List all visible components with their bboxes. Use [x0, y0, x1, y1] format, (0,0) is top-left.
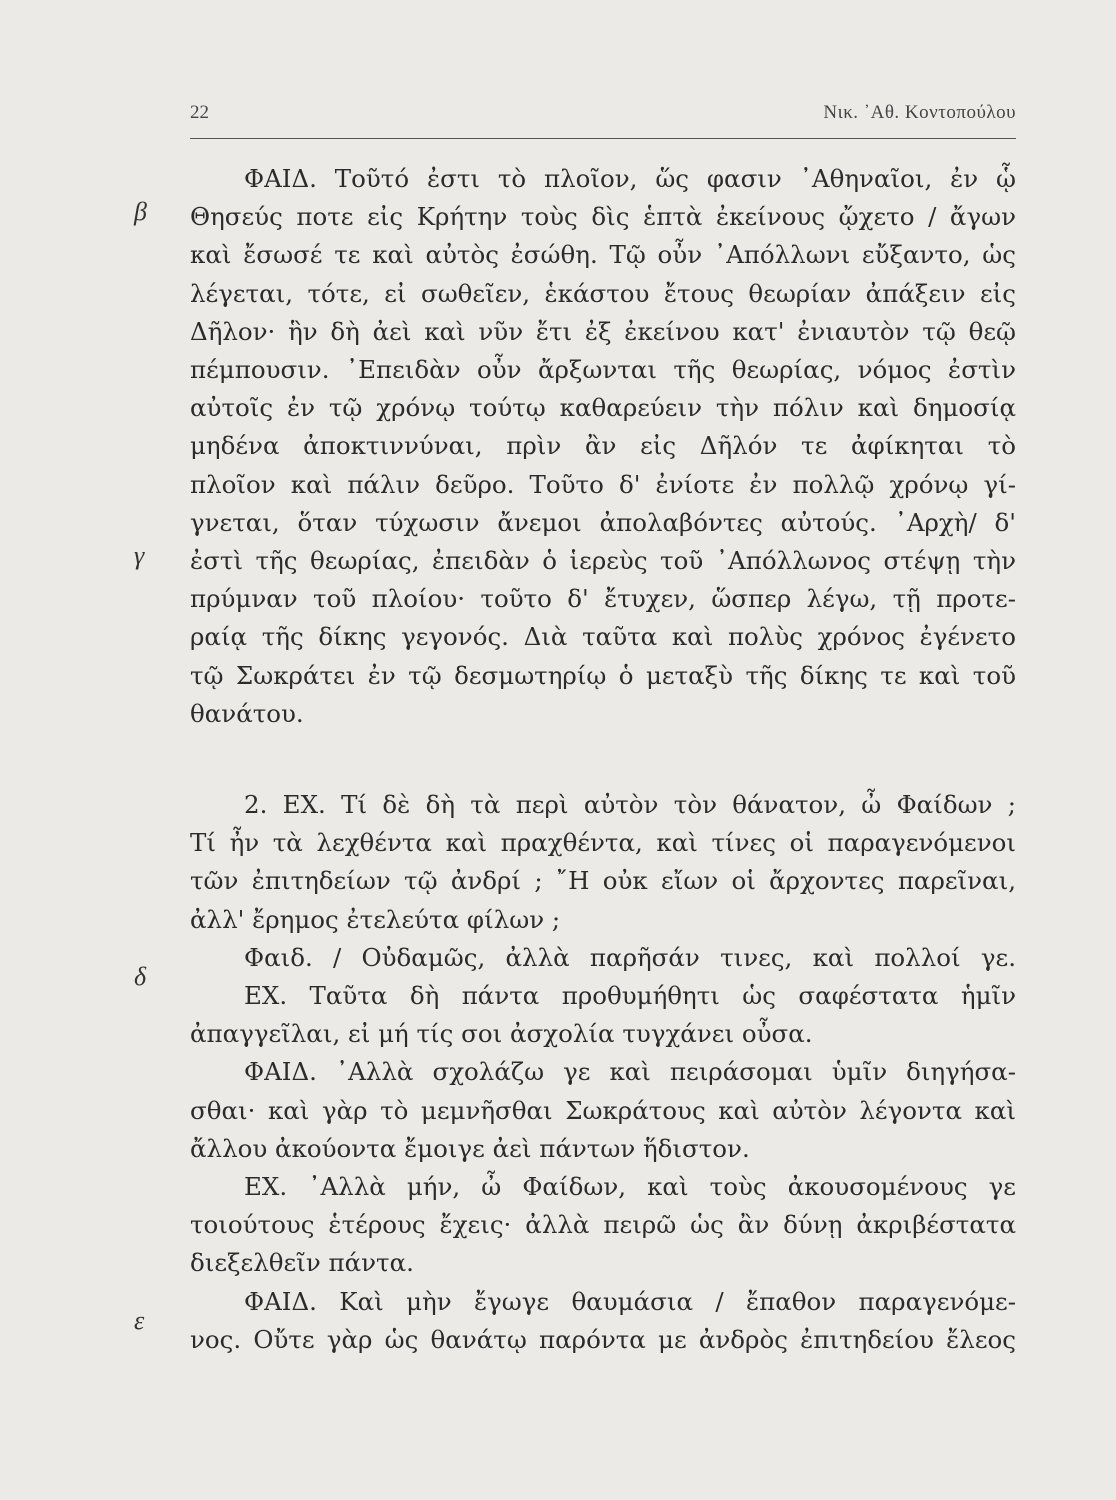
running-header [190, 100, 1016, 139]
text-line: 2. ΕΧ. Τί δὲ δὴ τὰ περὶ αὐτὸν τὸν θάνατον, ὦ Φαίδων ; [244, 790, 1016, 820]
text-line: ραίᾳ τῆς δίκης γεγονός. Διὰ ταῦτα καὶ πολὺς χρόνος ἐγένετο [190, 622, 1016, 652]
text-line: διεξελθεῖν πάντα. [190, 1248, 414, 1278]
text-line: αὐτοῖς ἐν τῷ χρόνῳ τούτῳ καθαρεύειν τὴν πόλιν καὶ δημοσίᾳ [190, 393, 1016, 423]
text-line: ἄλλου ἀκούοντα ἔμοιγε ἀεὶ πάντων ἥδιστον. [190, 1133, 750, 1163]
text-line: πλοῖον καὶ πάλιν δεῦρο. Τοῦτο δ' ἐνίοτε ἐν πολλῷ χρόνῳ γί- [190, 469, 1016, 499]
text-line: ΦΑΙΔ. Τοῦτό ἐστι τὸ πλοῖον, ὥς φασιν ᾿Αθηναῖοι, ἐν ᾧ [244, 164, 1016, 193]
text-line: Φαιδ. / Οὐδαμῶς, ἀλλὰ παρῆσάν τινες, καὶ πολλοί γε. [244, 942, 1016, 972]
text-line: ἐστὶ τῆς θεωρίας, ἐπειδὰν ὁ ἱερεὺς τοῦ ᾿Απόλλωνος στέψῃ τὴν [190, 546, 1016, 576]
text-line: Δῆλον· ἣν δὴ ἀεὶ καὶ νῦν ἔτι ἐξ ἐκείνου κατ' ἐνιαυτὸν τῷ θεῷ [190, 316, 1016, 346]
text-line: πρύμναν τοῦ πλοίου· τοῦτο δ' ἔτυχεν, ὥσπερ λέγω, τῇ προτε- [190, 584, 1016, 614]
text-line: νος. Οὔτε γὰρ ὡς θανάτῳ παρόντα με ἀνδρὸς ἐπιτηδείου ἔλεος [190, 1324, 1016, 1354]
text-line: τῶν ἐπιτηδείων τῷ ἀνδρί ; ῎Η οὐκ εἴων οἱ ἄρχοντες παρεῖναι, [190, 866, 1016, 896]
text-line: ἀλλ' ἔρημος ἐτελεύτα φίλων ; [190, 904, 561, 934]
text-line: καὶ ἔσωσέ τε καὶ αὐτὸς ἐσώθη. Τῷ οὖν ᾿Απόλλωνι εὔξαντο, ὡς [190, 240, 1016, 270]
text-line: τοιούτους ἑτέρους ἔχεις· ἀλλὰ πειρῶ ὡς ἂν δύνῃ ἀκριβέστατα [190, 1210, 1016, 1240]
text-line: ΕΧ. ᾿Αλλὰ μήν, ὦ Φαίδων, καὶ τοὺς ἀκουσομένους γε [244, 1172, 1016, 1202]
text-line: γνεται, ὅταν τύχωσιν ἄνεμοι ἀπολαβόντες αὐτούς. ᾿Αρχὴ/ δ' [190, 507, 1016, 537]
margin-letter-delta: δ [134, 962, 147, 991]
text-line: σθαι· καὶ γὰρ τὸ μεμνῆσθαι Σωκράτους καὶ αὐτὸν λέγοντα καὶ [190, 1095, 1016, 1125]
section-gap [190, 733, 1016, 786]
margin-letter-epsilon: ε [134, 1306, 145, 1335]
text-line: μηδένα ἀποκτιννύναι, πρὶν ἂν εἰς Δῆλόν τε ἀφίκηται τὸ [190, 431, 1016, 461]
text-line: ΦΑΙΔ. ᾿Αλλὰ σχολάζω γε καὶ πειράσομαι ὑμῖν διηγήσα- [244, 1057, 1016, 1087]
running-head-author: Νικ. ᾿Αθ. Κοντοπούλου [823, 102, 1016, 123]
text-line: θανάτου. [190, 698, 304, 728]
text-line: ΕΧ. Ταῦτα δὴ πάντα προθυμήθητι ὡς σαφέστατα ἡμῖν [244, 981, 1016, 1011]
text-line: τῷ Σωκράτει ἐν τῷ δεσμωτηρίῳ ὁ μεταξὺ τῆς δίκης τε καὶ τοῦ [190, 660, 1016, 690]
text-body [190, 160, 1016, 1359]
margin-letter-beta: β [134, 197, 147, 226]
page-number: 22 [190, 102, 209, 123]
text-line: Τί ἦν τὰ λεχθέντα καὶ πραχθέντα, καὶ τίνες οἱ παραγενόμενοι [190, 828, 1016, 858]
text-line: Θησεύς ποτε εἰς Κρήτην τοὺς δὶς ἑπτὰ ἐκείνους ᾤχετο / ἄγων [190, 202, 1016, 232]
text-line: ἀπαγγεῖλαι, εἰ μή τίς σοι ἀσχολία τυγχάνει οὖσα. [190, 1019, 813, 1049]
text-line: πέμπουσιν. ᾿Επειδὰν οὖν ἄρξωνται τῆς θεωρίας, νόμος ἐστὶν [190, 355, 1016, 385]
margin-letter-gamma: γ [134, 541, 145, 570]
text-line: ΦΑΙΔ. Καὶ μὴν ἔγωγε θαυμάσια / ἔπαθον παραγενόμε- [244, 1286, 1016, 1316]
text-line: λέγεται, τότε, εἰ σωθεῖεν, ἑκάστου ἔτους θεωρίαν ἀπάξειν εἰς [190, 278, 1016, 308]
